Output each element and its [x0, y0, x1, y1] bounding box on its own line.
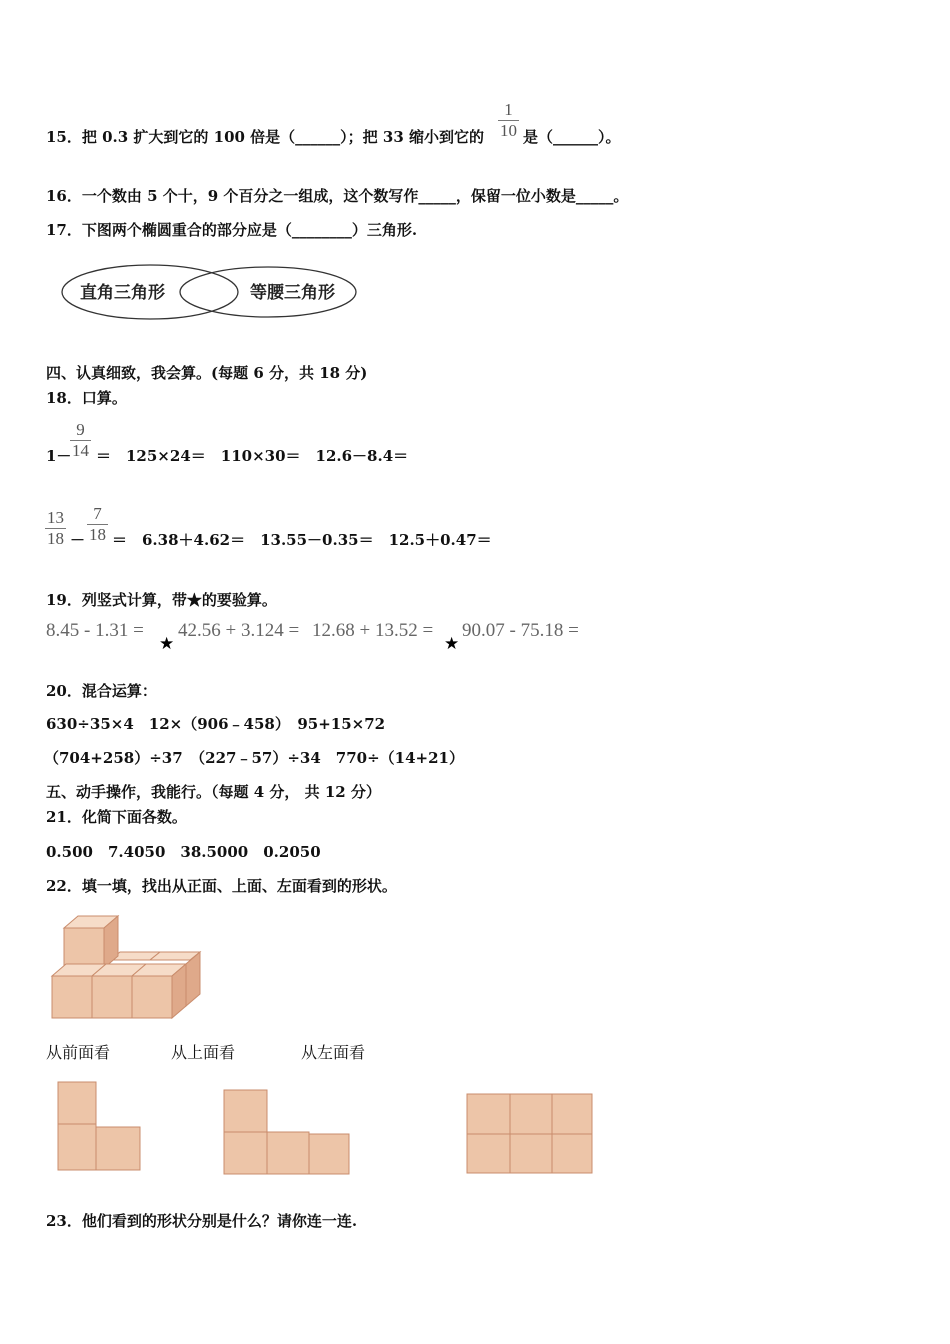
left-ellipse-label: 直角三角形 [80, 283, 165, 303]
star-icon: ★ [159, 634, 175, 654]
view-shape-a [56, 1080, 146, 1175]
question-20-title: 20．混合运算： [46, 682, 157, 700]
q18-row2-minus: － [70, 531, 86, 549]
cube-stack-3d-figure [48, 908, 213, 1023]
q19-expression-2: 42.56 + 3.124 = [178, 620, 300, 641]
q18-row1-fraction: 9 14 [72, 420, 89, 460]
question-18-title: 18．口算。 [46, 389, 127, 407]
q15-fraction: 1 10 [500, 100, 517, 140]
star-icon: ★ [444, 634, 460, 654]
q18-row1-prefix: 1－ [46, 447, 72, 465]
q21-numbers: 0.500 7.4050 38.5000 0.2050 [46, 843, 321, 861]
section-4-heading: 四、认真细致，我会算。(每题 6 分，共 18 分) [46, 364, 368, 382]
view-shape-c [465, 1092, 597, 1177]
q18-row2-fraction-2: 7 18 [89, 504, 106, 544]
question-23: 23．他们看到的形状分别是什么？请你连一连. [46, 1212, 358, 1230]
q18-row2-rest: ＝ 6.38＋4.62＝ 13.55－0.35＝ 12.5＋0.47＝ [112, 531, 492, 549]
question-17: 17．下图两个椭圆重合的部分应是（________）三角形. [46, 221, 418, 239]
question-22-title: 22．填一填，找出从正面、上面、左面看到的形状。 [46, 877, 397, 895]
q19-expression-3: 12.68 + 13.52 = [312, 620, 434, 641]
label-front-view: 从前面看 [46, 1043, 111, 1062]
venn-ellipses-diagram [58, 258, 368, 328]
label-left-view: 从左面看 [301, 1043, 366, 1062]
question-21-title: 21．化简下面各数。 [46, 808, 187, 826]
question-19-title: 19．列竖式计算，带★的要验算。 [46, 591, 277, 609]
q20-row-2: （704+258）÷37 （227﹣57）÷34 770÷（14+21） [44, 749, 464, 767]
q19-expression-1: 8.45 - 1.31 = [46, 620, 144, 641]
q18-row2-fraction-1: 13 18 [47, 508, 64, 548]
q15-text-before: 15．把 0.3 扩大到它的 100 倍是（______）；把 33 缩小到它的 [46, 128, 484, 146]
question-15 [46, 127, 484, 147]
label-top-view: 从上面看 [171, 1043, 236, 1062]
q15-text-after: 是（______）。 [523, 128, 621, 146]
q19-expression-4: 90.07 - 75.18 = [462, 620, 579, 641]
question-16: 16．一个数由 5 个十，9 个百分之一组成，这个数写作_____，保留一位小数是_____。 [46, 187, 629, 205]
q20-row-1: 630÷35×4 12×（906﹣458） 95+15×72 [46, 715, 386, 733]
view-shape-b [222, 1088, 357, 1183]
q18-row1-rest: ＝ 125×24＝ 110×30＝ 12.6－8.4＝ [96, 447, 409, 465]
right-ellipse-label: 等腰三角形 [250, 283, 335, 303]
section-5-heading: 五、动手操作，我能行。（每题 4 分， 共 12 分） [46, 783, 381, 801]
